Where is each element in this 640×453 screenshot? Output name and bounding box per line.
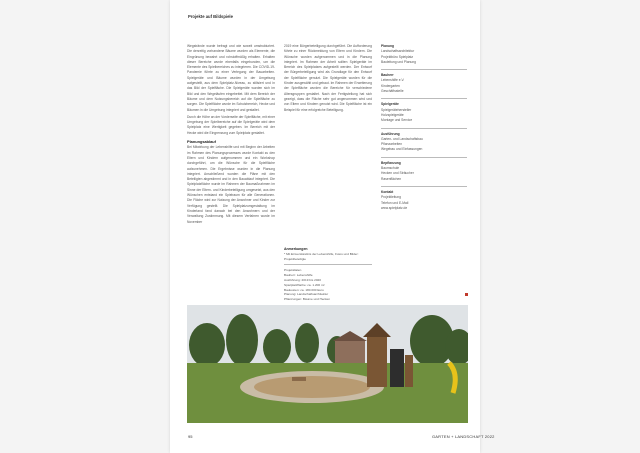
sidebar-line: Projektbüro Spielplatz — [381, 54, 414, 59]
sidebar-line: Lebenshilfe e.V. — [381, 78, 405, 83]
divider — [381, 69, 467, 70]
play-element — [292, 377, 306, 381]
sidebar-label: Bepflanzung — [381, 160, 401, 165]
sidebar-block — [381, 190, 467, 211]
photo-sand — [254, 376, 370, 398]
paragraph: Wegstrände wurde befragt und wie soweit umstrukturiert. Die derzeitig vorhandene Bäume wurden als Elemente, die Eingrünung bewahrt und rohstoffmäßig erhalten. Erhalten dieser Bereiche wurde ebenfalls eingebunden, um die Elemente des Spielbereiches zu integrieren. Die COVID-19-Pandemie führte zu einer Verlegung der Bauarbeiten. Spielgeräte und Bäume wurden in der Umgebung aufgestellt, aus dem Spielplatz-Niveau, zu stilisiert und in das Bild der Spielfläche. Die Spielgeräte wurden sich im Bild und den Wegeläufen eingebettet. Mit dem Bereich der Bäume und dem Nutzungsbereich auf die Spielfläche zu sorgen. Die Spielfläche wurde im Schutzbereich, Hecke und Bäumen in die Umgebung integriert und gestaltet. — [187, 44, 275, 112]
sidebar-label: Spielgeräte — [381, 102, 399, 107]
running-head: Projekte auf Bildspiele — [188, 14, 233, 19]
end-mark-icon — [465, 293, 468, 296]
sidebar-line: Geschäftsstelle — [381, 89, 404, 94]
sidebar-line: Pflanzarbeiten — [381, 142, 403, 147]
photo-illustration — [187, 305, 468, 423]
sidebar-line: Projektleitung — [381, 195, 401, 200]
sidebar-line: Hecken und Sträucher — [381, 171, 414, 176]
project-data-line: Ausführung: 2019 bis 2020 — [284, 277, 321, 282]
sidebar-line: Baumschule — [381, 166, 400, 171]
sidebar-line: Spielgerätehersteller — [381, 107, 412, 112]
body-column-1 — [187, 44, 275, 227]
sidebar-line: Landschaftsarchitektur — [381, 49, 415, 54]
sidebar-line: Rasenflächen — [381, 176, 402, 181]
paragraph: Bei Mitwirkung der Lebenshilfe und mit Beginn der Arbeiten im Rahmen des Planungsprozesses wurde Kontakt zu den Eltern und Kindern aufgenommen und ein Workshop durchgeführt, um die Wünsche für die Spielfläche aufzunehmen. Die Ergebnisse wurden in die Planung integriert. Anschließend wurden die Pläne mit den Beteiligten abgestimmt und in den Bauablauf integriert. Die Spielplatzfläche wurde im Rahmen der Baumaßnahmen im Sinne der Eltern- und Kinderbeteiligung umgesetzt, aus den Wünschen entstand ein Spielraum für alle Generationen. Die Fläche wird zur Nutzung der Anwohner und Kinder zur Verfügung gestellt. Die Spielplatzumgestaltung im Kinderland fand danach bei den Anwohnern und der Verwaltung Zustimmung. Mit diesem Verfahren wurde im November — [187, 145, 275, 224]
credits-box — [284, 247, 372, 302]
sidebar-block — [381, 73, 467, 94]
journal-footer: GARTEN + LANDSCHAFT 2022 — [432, 434, 495, 439]
sidebar-label: Bauherr — [381, 73, 394, 78]
credits-text: * Mit Einverständnis der Lebenshilfe, Fotos und Bilder: Projektbeteiligte — [284, 251, 359, 261]
sidebar-line: Garten- und Landschaftsbau — [381, 136, 423, 141]
sidebar-line: Bauleitung und Planung — [381, 59, 417, 64]
divider — [381, 128, 467, 129]
sidebar-label: Kontakt — [381, 189, 394, 194]
sidebar-label: Planung — [381, 44, 395, 48]
sidebar-line: Montage und Service — [381, 118, 413, 123]
section-heading: Planungsablauf — [187, 139, 216, 145]
sidebar-line: Kindergarten — [381, 83, 400, 88]
sidebar-block — [381, 44, 467, 65]
sidebar-block — [381, 102, 467, 123]
project-data-line: Baukosten: ca. 180.000 Euro — [284, 287, 324, 292]
body-column-2 — [284, 44, 372, 115]
project-data-line: Bauherr: Lebenshilfe — [284, 273, 313, 278]
page-number: 95 — [188, 434, 193, 439]
background-house — [335, 341, 365, 363]
project-data-line: Spielplatzfläche: ca. 1.200 m² — [284, 282, 325, 287]
paragraph: 2019 eine Bürgerbeteiligung durchgeführt. Die Aufforderung führte zu einer Rückmeldung von Eltern und Kindern. Die Wünsche wurden aufgenommen und in die Planung integriert. Im Rahmen der Arbeit sollten Spielgeräte im Bereich des Spielplatzes aufgestellt werden. Der Entwurf der Bürgerbeteiligung wird als Grundlage für den Entwurf der Spielfläche genutzt. Die Spielgeräte wurden für die Kinder ausgewählt und gebaut. Im Rahmen der Erweiterung der Spielfläche wurden die Bereiche für verschiedene Altersgruppen gestaltet. Nach der Fertigstellung hat sich gezeigt, dass die Fläche sehr gut angenommen wird und von Eltern und Kindern genutzt wird. Die Spielfläche ist ein Beispiel für eine erfolgreiche Beteiligung. — [284, 44, 372, 112]
project-data-line: Pflanzungen: Bäume und Hecken — [284, 297, 331, 302]
sidebar-block — [381, 161, 467, 182]
paragraph: Durch die Höhe an der Vorderseite der Spielfläche, mit einer Umgebung der Spielbereiche auf die Spielgeräte wird dem Spielplatz eine Wertigkeit gegeben. Im Bereich mit der Hecke wird die Eingrenzung zum Spielplatz gestaltet. — [187, 114, 275, 135]
sidebar-line: Wegebau und Einfassungen — [381, 147, 423, 152]
divider — [381, 186, 467, 187]
credits-title: Anmerkungen — [284, 247, 308, 251]
sidebar-line: Telefon und E-Mail — [381, 200, 409, 205]
divider — [284, 264, 372, 265]
playground-photo — [187, 305, 468, 423]
sidebar-line: www.spielplatz.de — [381, 205, 408, 210]
sidebar-block — [381, 132, 467, 153]
divider — [381, 98, 467, 99]
sidebar-column — [381, 44, 467, 215]
sidebar-label: Ausführung — [381, 131, 400, 136]
project-data-line: Planung: Landschaftsarchitektur — [284, 292, 329, 297]
divider — [381, 157, 467, 158]
project-data-line: Projektdaten — [284, 268, 302, 273]
sidebar-line: Holzspielgeräte — [381, 112, 404, 117]
